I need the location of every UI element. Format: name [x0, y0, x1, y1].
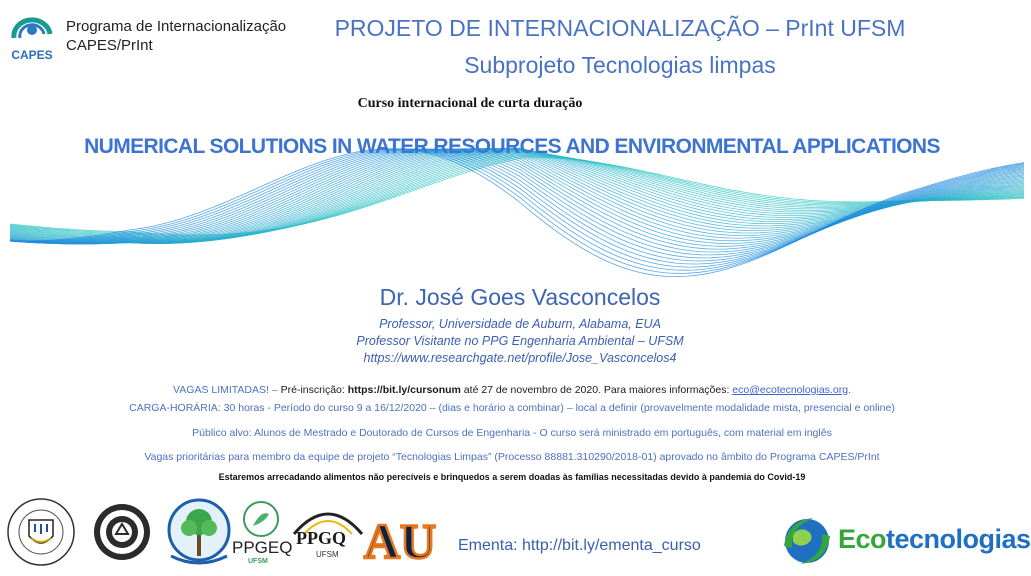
engineering-gear-logo — [90, 500, 154, 564]
eco-part2: tecnologias — [886, 524, 1031, 554]
email-suffix: . — [848, 384, 851, 396]
professor-visiting: Professor Visitante no PPG Engenharia Ambiental – UFSM — [356, 334, 684, 348]
professor-affiliation: Professor, Universidade de Auburn, Alabama, EUA — [379, 317, 661, 331]
ecotecnologias-globe-icon — [778, 512, 836, 570]
eco-part1: Eco — [838, 524, 887, 554]
course-title: NUMERICAL SOLUTIONS IN WATER RESOURCES AND ENVIRONMENTAL APPLICATIONS — [84, 135, 940, 158]
auburn-logo — [363, 512, 437, 569]
preinscricao-text: até 27 de novembro de 2020. Para maiores informações: — [460, 384, 733, 396]
professor-name: Dr. José Goes Vasconcelos — [379, 284, 661, 310]
ppgeq-label: PPGEQ — [232, 538, 293, 557]
preinscricao-label: Pré-inscrição: — [280, 384, 348, 396]
email-link[interactable]: eco@ecotecnologias.org — [732, 384, 849, 396]
vagas-prioritarias: Vagas prioritárias para membro da equipe de projeto “Tecnologias Limpas” (Processo 88881.310290/2018-01) aprovado no âmbito do Programa CAPES/PrInt — [144, 451, 880, 463]
project-title: PROJETO DE INTERNACIONALIZAÇÃO – PrInt UFSM — [334, 15, 906, 41]
preinscricao-link[interactable]: https://bit.ly/cursonum — [347, 384, 461, 396]
capes-logo — [6, 8, 58, 62]
ecotecnologias-logo-text — [838, 524, 1031, 555]
wave-line — [10, 155, 1024, 237]
vagas-limitadas: VAGAS LIMITADAS! – — [173, 384, 281, 396]
ppgeq-sub: UFSM — [248, 558, 268, 565]
program-line2: CAPES/PrInt — [66, 37, 153, 54]
ppgeq-logo — [232, 500, 293, 572]
ppgeq-emblem-icon — [241, 500, 281, 538]
donation-notice: Estaremos arrecadando alimentos não perecíveis e brinquedos a serem doadas às famílias necessitadas devido à pandemia do Covid-19 — [218, 472, 806, 482]
ppgeamb-tree-logo — [165, 496, 233, 572]
subproject-title: Subprojeto Tecnologias limpas — [464, 52, 776, 78]
wave-line — [10, 154, 1024, 238]
ppgq-logo — [290, 506, 366, 562]
program-line1: Programa de Internacionalização — [66, 18, 287, 35]
program-label — [66, 17, 286, 55]
registration-info — [0, 384, 1024, 396]
ementa-link[interactable]: Ementa: http://bit.ly/ementa_curso — [458, 537, 701, 554]
publico-alvo: Público alvo: Alunos de Mestrado e Doutorado de Cursos de Engenharia - O curso será ministrado em português, com material em inglês — [192, 427, 832, 439]
ppgq-sub: UFSM — [316, 550, 339, 559]
course-type: Curso internacional de curta duração — [357, 96, 583, 111]
ppgq-label: PPGQ — [296, 528, 346, 548]
professor-profile-link[interactable]: https://www.researchgate.net/profile/Jose_Vasconcelos4 — [363, 351, 677, 365]
svg-text:AU: AU — [363, 513, 437, 569]
ufsm-seal-logo — [5, 492, 77, 572]
svg-text:CAPES: CAPES — [11, 48, 53, 62]
wave-line — [10, 149, 1024, 267]
wave-line — [10, 158, 1024, 235]
carga-horaria: CARGA-HORÁRIA: 30 horas - Período do curso 9 a 16/12/2020 – (dias e horário a combinar) – local a definir (provavelmente modalidade mista, presencial e online) — [129, 402, 895, 414]
